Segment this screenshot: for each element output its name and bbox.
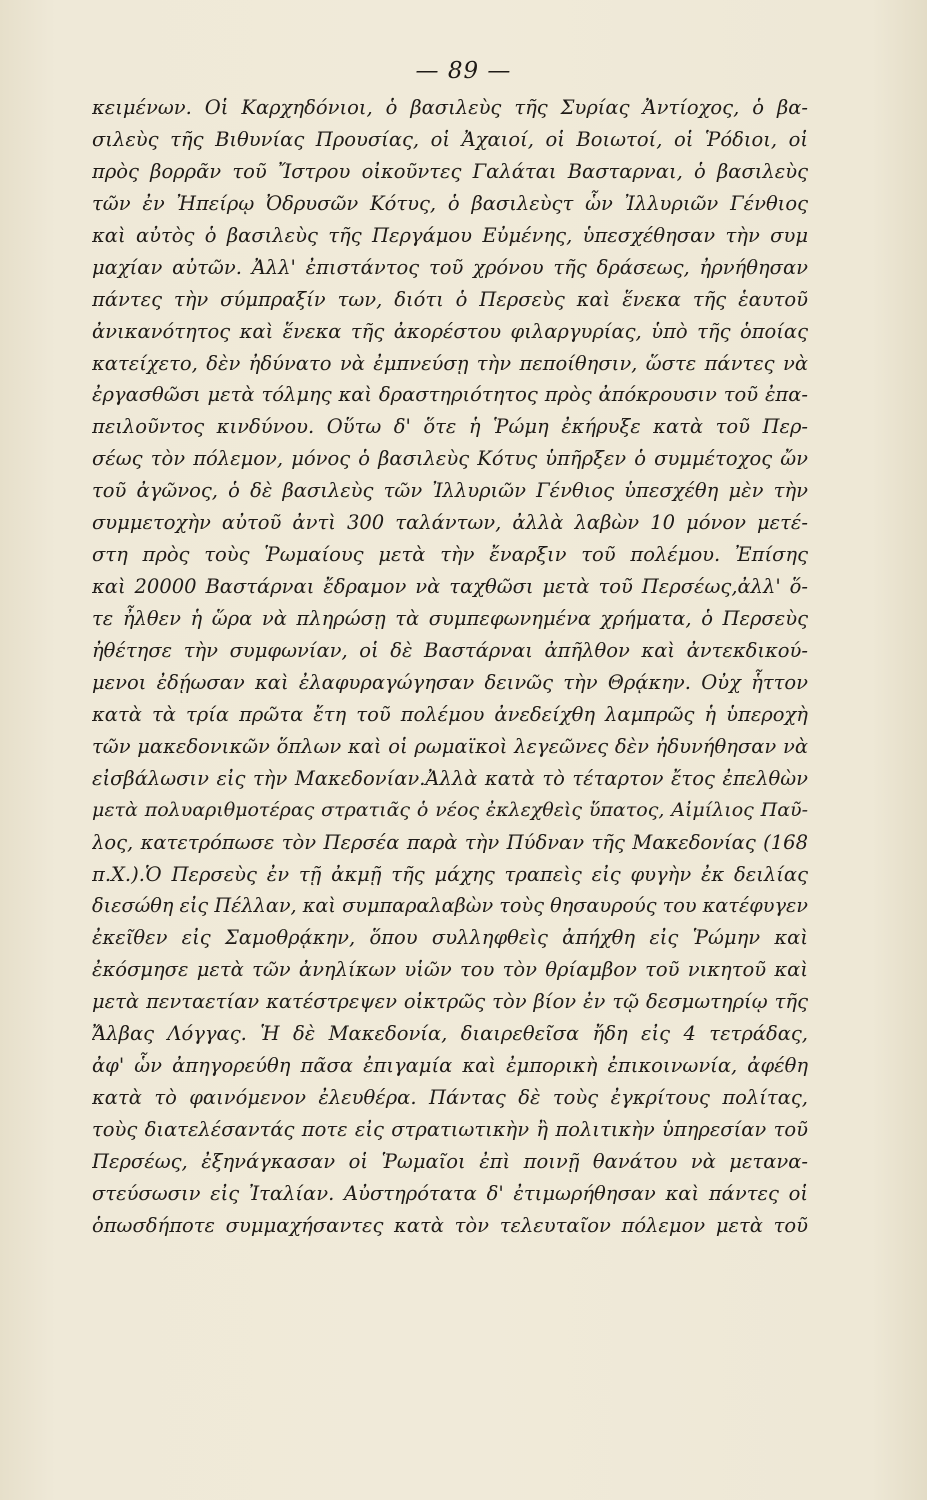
text-line: σέως τὸν πόλεμον, μόνος ὁ βασιλεὺς Κότυς ὑπῆρξεν ὁ συμμέτοχος ὤν bbox=[92, 447, 808, 471]
text-line: εἰσβάλωσιν εἰς τὴν Μακεδονίαν.Ἀλλὰ κατὰ τὸ τέταρτον ἔτος ἐπελθὼν bbox=[92, 766, 808, 790]
text-line: τῶν μακεδονικῶν ὅπλων καὶ οἱ ρωμαϊκοὶ λεγεῶνες δὲν ἠδυνήθησαν νὰ bbox=[92, 734, 808, 758]
text-line: μαχίαν αὐτῶν. Ἀλλ' ἐπιστάντος τοῦ χρόνου τῆς δράσεως, ἠρνήθησαν bbox=[92, 255, 808, 279]
text-line: καὶ 20000 Βαστάρναι ἔδραμον νὰ ταχθῶσι μετὰ τοῦ Περσέως,ἀλλ' ὅ- bbox=[92, 575, 808, 599]
text-line: πρὸς βορρᾶν τοῦ Ἴστρου οἰκοῦντες Γαλάται Βασταρναι, ὁ βασιλεὺς bbox=[92, 159, 808, 183]
text-line: κατὰ τὰ τρία πρῶτα ἔτη τοῦ πολέμου ἀνεδείχθη λαμπρῶς ἡ ὑπεροχὴ bbox=[92, 702, 808, 726]
text-line: πάντες τὴν σύμπραξίν των, διότι ὁ Περσεὺς καὶ ἕνεκα τῆς ἑαυτοῦ bbox=[92, 287, 808, 311]
text-line: Ἄλβας Λόγγας. Ἡ δὲ Μακεδονία, διαιρεθεῖσα ἤδη εἰς 4 τετράδας, bbox=[92, 1022, 808, 1046]
text-line: ἐργασθῶσι μετὰ τόλμης καὶ δραστηριότητος πρὸς ἀπόκρουσιν τοῦ ἐπα- bbox=[92, 383, 808, 407]
text-line: ἐκεῖθεν εἰς Σαμοθρᾴκην, ὅπου συλληφθεὶς ἀπήχθη εἰς Ῥώμην καὶ bbox=[92, 926, 808, 950]
text-line: κατείχετο, δὲν ἠδύνατο νὰ ἐμπνεύσῃ τὴν πεποίθησιν, ὥστε πάντες νὰ bbox=[92, 351, 808, 375]
text-line: σιλεὺς τῆς Βιθυνίας Προυσίας, οἱ Ἀχαιοί, οἱ Βοιωτοί, οἱ Ῥόδιοι, οἱ bbox=[92, 127, 808, 151]
text-line: τῶν ἐν Ἠπείρῳ Ὀδρυσῶν Κότυς, ὁ βασιλεὺςτ ὧν Ἰλλυριῶν Γένθιος bbox=[92, 191, 808, 215]
text-line: τε ἦλθεν ἡ ὥρα νὰ πληρώσῃ τὰ συμπεφωνημένα χρήματα, ὁ Περσεὺς bbox=[92, 607, 808, 630]
text-line: ἀφ' ὧν ἀπηγορεύθη πᾶσα ἐπιγαμία καὶ ἐμπορικὴ ἐπικοινωνία, ἀφέθη bbox=[92, 1054, 808, 1078]
text-line: μενοι ἐδῄωσαν καὶ ἐλαφυραγώγησαν δεινῶς τὴν Θρᾴκην. Οὐχ ἧττον bbox=[92, 670, 808, 694]
text-line: καὶ αὐτὸς ὁ βασιλεὺς τῆς Περγάμου Εὐμένης, ὑπεσχέθησαν τὴν συμ bbox=[92, 223, 808, 247]
text-line: μετὰ πολυαριθμοτέρας στρατιᾶς ὁ νέος ἐκλεχθεὶς ὕπατος, Αἰμίλιος Παῦ- bbox=[92, 798, 808, 821]
text-line: στη πρὸς τοὺς Ῥωμαίους μετὰ τὴν ἔναρξιν τοῦ πολέμου. Ἐπίσης bbox=[92, 543, 808, 567]
text-line: τοὺς διατελέσαντάς ποτε εἰς στρατιωτικὴν ἢ πολιτικὴν ὑπηρεσίαν τοῦ bbox=[92, 1118, 808, 1141]
text-line: ὁπωσδήποτε συμμαχήσαντες κατὰ τὸν τελευταῖον πόλεμον μετὰ τοῦ bbox=[92, 1213, 808, 1237]
text-line: στεύσωσιν εἰς Ἰταλίαν. Αὐστηρότατα δ' ἐτιμωρήθησαν καὶ πάντες οἱ bbox=[92, 1181, 808, 1205]
text-line: π.Χ.).Ὁ Περσεὺς ἐν τῇ ἀκμῇ τῆς μάχης τραπεὶς εἰς φυγὴν ἐκ δειλίας bbox=[92, 862, 808, 886]
body-text bbox=[92, 92, 808, 1242]
text-line: μετὰ πενταετίαν κατέστρεψεν οἰκτρῶς τὸν βίον ἐν τῷ δεσμωτηρίῳ τῆς bbox=[92, 990, 808, 1014]
text-line: ἐκόσμησε μετὰ τῶν ἀνηλίκων υἱῶν του τὸν θρίαμβον τοῦ νικητοῦ καὶ bbox=[92, 958, 808, 982]
text-line: κειμένων. Οἱ Καρχηδόνιοι, ὁ βασιλεὺς τῆς Συρίας Ἀντίοχος, ὁ βα- bbox=[92, 96, 808, 119]
text-line: διεσώθη εἰς Πέλλαν, καὶ συμπαραλαβὼν τοὺς θησαυρούς του κατέφυγεν bbox=[92, 894, 808, 918]
text-line: λος, κατετρόπωσε τὸν Περσέα παρὰ τὴν Πύδναν τῆς Μακεδονίας (168 bbox=[92, 830, 808, 854]
text-line: ἀνικανότητος καὶ ἕνεκα τῆς ἀκορέστου φιλαργυρίας, ὑπὸ τῆς ὁποίας bbox=[92, 319, 808, 343]
page-number: — 89 — bbox=[415, 58, 512, 84]
text-line: τοῦ ἀγῶνος, ὁ δὲ βασιλεὺς τῶν Ἰλλυριῶν Γένθιος ὑπεσχέθη μὲν τὴν bbox=[92, 479, 808, 503]
text-line: Περσέως, ἐξηνάγκασαν οἱ Ῥωμαῖοι ἐπὶ ποινῇ θανάτου νὰ μετανα- bbox=[92, 1149, 808, 1173]
text-line: συμμετοχὴν αὐτοῦ ἀντὶ 300 ταλάντων, ἀλλὰ λαβὼν 10 μόνον μετέ- bbox=[92, 511, 808, 535]
text-line: ἠθέτησε τὴν συμφωνίαν, οἱ δὲ Βαστάρναι ἀπῆλθον καὶ ἀντεκδικού- bbox=[92, 638, 808, 662]
text-line: κατὰ τὸ φαινόμενον ἐλευθέρα. Πάντας δὲ τοὺς ἐγκρίτους πολίτας, bbox=[92, 1086, 808, 1110]
text-line: πειλοῦντος κινδύνου. Οὕτω δ' ὅτε ἡ Ῥώμη ἐκήρυξε κατὰ τοῦ Περ- bbox=[92, 415, 808, 439]
